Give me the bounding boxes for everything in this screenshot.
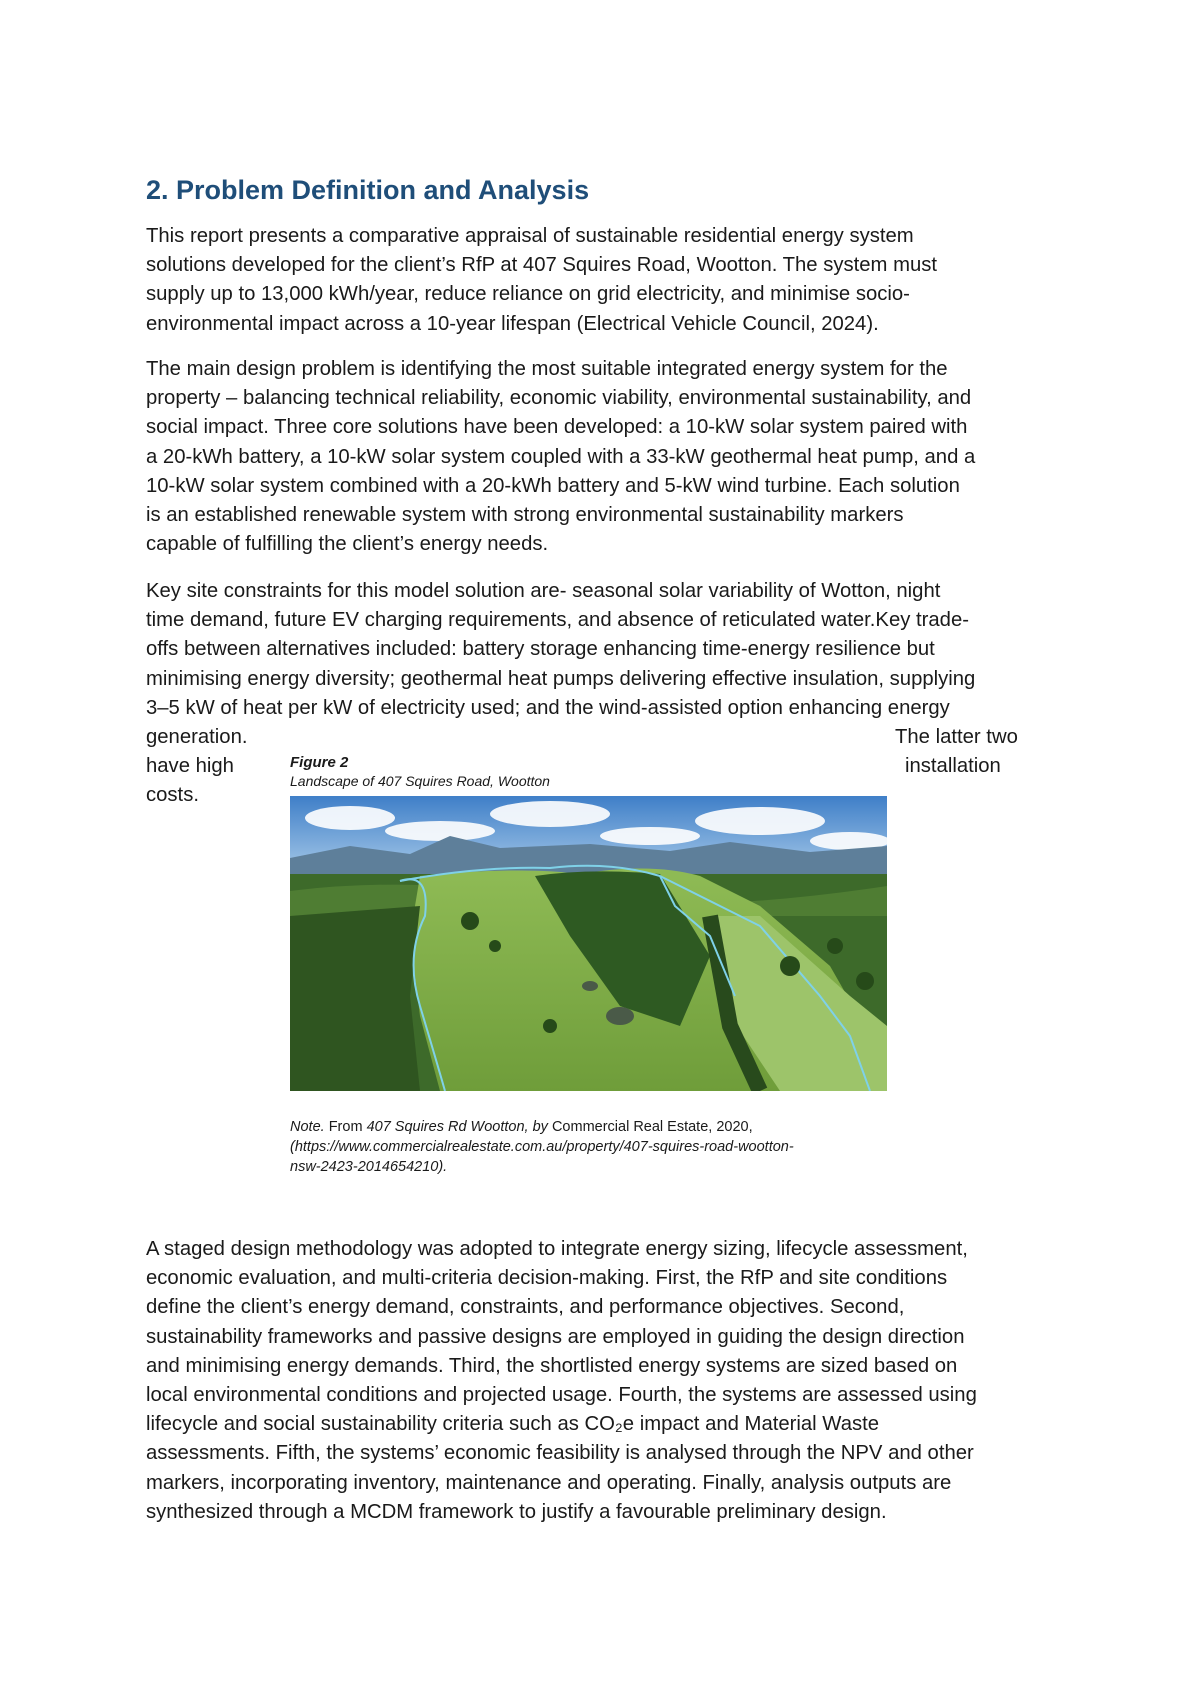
text-line: define the client’s energy demand, constraints, and performance objectives. Second,: [146, 1296, 905, 1319]
text-line: A staged design methodology was adopted to integrate energy sizing, lifecycle assessment,: [146, 1238, 968, 1260]
text-line: solutions developed for the client’s RfP at 407 Squires Road, Wootton. The system must: [146, 254, 938, 277]
design-problem-paragraph: [146, 355, 1066, 559]
text-line: and minimising energy demands. Third, the shortlisted energy systems are sized based on: [146, 1354, 958, 1377]
note-by: by: [528, 1119, 548, 1135]
wrapped-text-right: The latter two: [895, 726, 1018, 748]
text-line: Key site constraints for this model solution are- seasonal solar variability of Wotton, night: [146, 580, 941, 602]
methodology-paragraph: [146, 1235, 1066, 1527]
text-line: capable of fulfilling the client’s energy needs.: [146, 533, 549, 556]
figure-caption: Landscape of 407 Squires Road, Wootton: [290, 773, 550, 789]
source-url-line: nsw-2423-2014654210).: [290, 1159, 448, 1175]
text-line: environmental impact across a 10-year lifespan (Electrical Vehicle Council, 2024).: [146, 312, 879, 335]
text-line: time demand, future EV charging requirements, and absence of reticulated water.Key trade-: [146, 609, 969, 632]
text-line: This report presents a comparative appraisal of sustainable residential energy system: [146, 225, 914, 247]
text-line: 10-kW solar system combined with a 20-kWh battery and 5-kW wind turbine. Each solution: [146, 474, 960, 497]
text-line: supply up to 13,000 kWh/year, reduce reliance on grid electricity, and minimise socio-: [146, 283, 910, 306]
landscape-photo-image: [290, 796, 887, 1091]
text-line: is an established renewable system with strong environmental sustainability markers: [146, 504, 904, 527]
wrapped-text-left: [146, 723, 248, 811]
text-line: property – balancing technical reliability, economic viability, environmental sustainability, and: [146, 387, 972, 410]
text-line: social impact. Three core solutions have been developed: a 10-kW solar system paired with: [146, 416, 968, 439]
text-line: local environmental conditions and projected usage. Fourth, the systems are assessed using: [146, 1384, 977, 1407]
section-heading: 2. Problem Definition and Analysis: [146, 175, 590, 205]
source-url-line: (https://www.commercialrealestate.com.au/property/407-squires-road-wootton-: [290, 1139, 794, 1155]
figure-note: [290, 1117, 890, 1177]
text-line: markers, incorporating inventory, maintenance and operating. Finally, analysis outputs are: [146, 1471, 952, 1494]
text-line: assessments. Fifth, the systems’ economic feasibility is analysed through the NPV and other: [146, 1442, 974, 1465]
text-line: minimising energy diversity; geothermal heat pumps delivering effective insulation, supplying: [146, 667, 976, 690]
text-line: costs.: [146, 784, 199, 807]
text-line: synthesized through a MCDM framework to justify a favourable preliminary design.: [146, 1500, 887, 1523]
note-source-title: 407 Squires Rd Wootton,: [366, 1119, 529, 1135]
site-constraints-paragraph: [146, 577, 1066, 723]
figure-2: [290, 754, 890, 790]
landscape-photo: [290, 796, 887, 1091]
note-from: From: [324, 1119, 367, 1135]
text-line: economic evaluation, and multi-criteria decision-making. First, the RfP and site conditions: [146, 1267, 948, 1290]
intro-paragraph: [146, 222, 1066, 339]
text-line: The main design problem is identifying the most suitable integrated energy system for the: [146, 358, 948, 380]
text-line: offs between alternatives included: battery storage enhancing time-energy resilience but: [146, 638, 935, 661]
wrapped-text-right: installation: [905, 755, 1001, 777]
note-prefix: Note.: [290, 1119, 325, 1135]
text-line: have high: [146, 755, 234, 778]
text-line: sustainability frameworks and passive designs are employed in guiding the design direction: [146, 1325, 965, 1348]
text-line: 3–5 kW of heat per kW of electricity used; and the wind-assisted option enhancing energy: [146, 696, 950, 719]
text-line: generation.: [146, 726, 248, 748]
text-line: a 20-kWh battery, a 10-kW solar system coupled with a 33-kW geothermal heat pump, and a: [146, 445, 976, 468]
text-line: lifecycle and social sustainability criteria such as CO₂e impact and Material Waste: [146, 1413, 880, 1436]
figure-label: Figure 2: [290, 754, 349, 771]
note-publisher: Commercial Real Estate, 2020,: [547, 1119, 753, 1135]
